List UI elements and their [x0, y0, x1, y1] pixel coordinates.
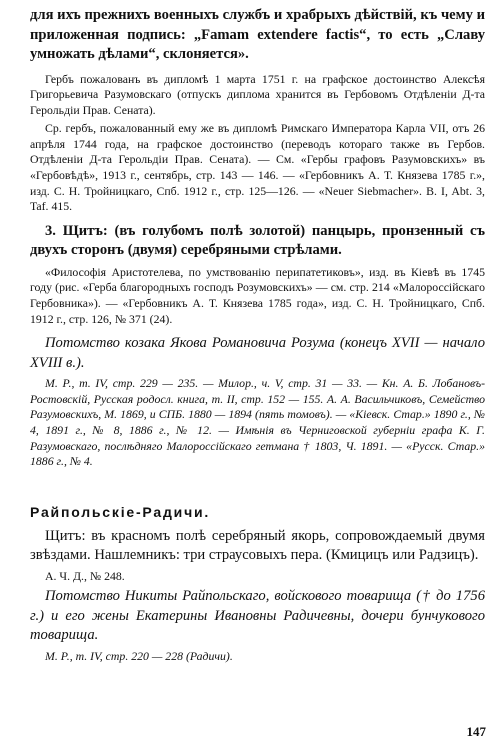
- achd-reference: А. Ч. Д., № 248.: [45, 568, 125, 583]
- references-radichi: М. Р., т. IV, стр. 220 — 228 (Радичи).: [45, 648, 233, 663]
- descent-razum: Потомство козака Якова Романовича Розума (конецъ XVII — начало XVIII в.).: [30, 335, 485, 371]
- motto-paragraph: для ихъ прежнихъ военныхъ службъ и храбрыхъ дѣйствій, къ чему и приложенная подпись: „Famam extendere factis“, то есть „Славу умножать дѣлами“, склоняется».: [30, 7, 485, 62]
- descent-raipolsky: Потомство Никиты Райпольскаго, войскового товарища († до 1756 г.) и его жены Екатерины Ивановны Радичевны, дочери бунчукового товарища.: [30, 588, 485, 644]
- shield-raipolskie: Щитъ: въ красномъ полѣ серебряный якорь, сопровождаемый двумя звѣздами. Нашлемникъ: три страусовыхъ пера. (Кмицицъ или Радзицъ).: [30, 527, 485, 564]
- shield-three-description: 3. Щитъ: (въ голубомъ полѣ золотой) панцырь, пронзенный съ двухъ сторонъ (двумя) серебряными стрѣлами.: [30, 222, 485, 259]
- grant-note-1744: Ср. гербъ, пожалованный ему же въ дипломѣ Римскаго Императора Карла VII, отъ 26 апрѣля 1744 года, на графское достоинство (переводъ котораго также въ Гербов. Отдѣленіи Д-та Герольдіи Прав. Сената). — См. «Гербы графовъ Разумовскихъ» въ «Гербовѣдѣ», 1913 г., сентябрь, стр. 143 — 146. — «Гербовникъ А. Т. Князева 1785 г.», изд. С. Н. Тройницкаго, Спб. 1912 г., стр. 125—126. — «Neuer Siebmacher». B. I, Abt. 3, Taf. 415.: [30, 121, 485, 214]
- page-body: [30, 6, 485, 664]
- section-title-raipolskie: Райпольскіе-Радичи.: [30, 503, 211, 520]
- philosophy-reference: «Философія Аристотелева, по умствованію перипатетиковъ», изд. въ Кіевѣ въ 1745 году (рис. «Герба благородныхъ господъ Розумовскихъ» — см. стр. 214 «Малороссійскаго Гербовника»). — «Гербовникъ А. Т. Князева 1785 года», изд. С. Н. Тройницкаго, Спб. 1912 г., стр. 126, № 371 (24).: [30, 264, 485, 326]
- grant-note-1751: Гербъ пожалованъ въ дипломѣ 1 марта 1751 г. на графское достоинство Алексѣя Григорьевича Разумовскаго (отпускъ диплома хранится въ Гербовомъ Отдѣленіи Д-та Герольдіи Прав. Сената).: [30, 71, 485, 117]
- page-number: 147: [466, 724, 486, 739]
- references-razumovsky: М. Р., т. IV, стр. 229 — 235. — Милор., ч. V, стр. 31 — 33. — Кн. А. Б. Лобановъ-Ростовскій, Русская родосл. книга, т. II, стр. 152 — 155. А. А. Васильчиковъ, Семейство Разумовскихъ, М. 1869, и СПБ. 1880 — 1894 (пять томовъ). — «Кіевск. Стар.» 1890 г., № 4, 1891 г., № 8, 1886 г., № 12. — Имѣнія въ Черниговской губерніи графа К. Г. Разумовскаго, послѣдняго Малороссійскаго гетмана † 1803, Ч. 1891. — «Русск. Стар.» 1886 г., № 4.: [30, 376, 485, 469]
